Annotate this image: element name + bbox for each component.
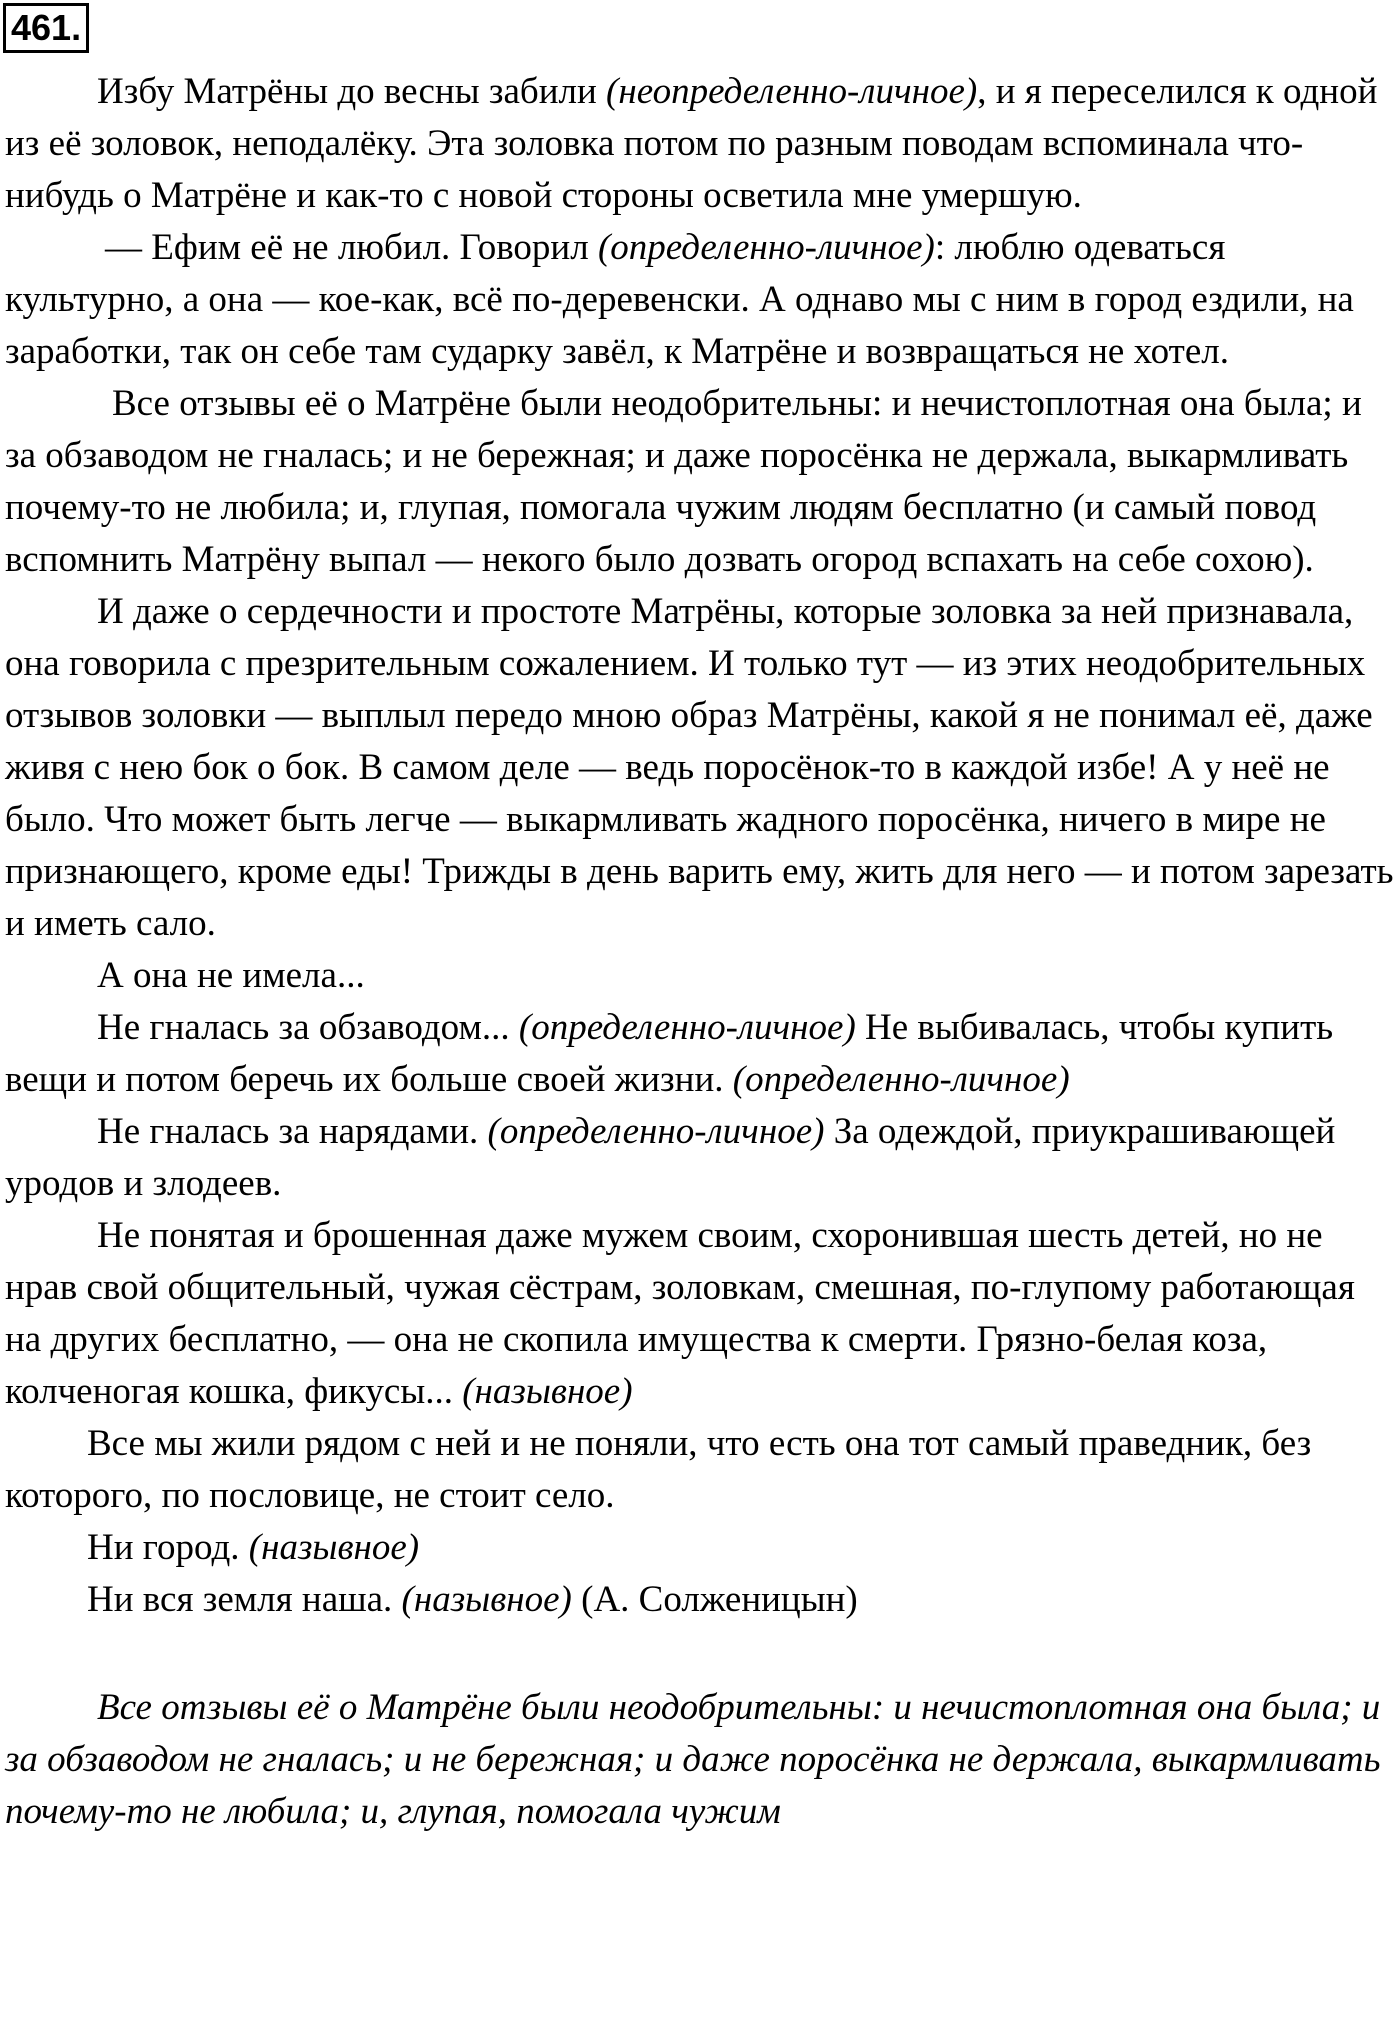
paragraphs (5, 66, 1395, 1626)
text-segment: Не гналась за обзаводом... (97, 1007, 519, 1048)
italic-quote: Все отзывы её о Матрёне были неодобрительны: и нечистоплотная она была; и за обзаводом не гналась; и не бережная; и даже поросёнка не держала, выкармливать почему-то не любила; и, глупая, помогала чужим (5, 1687, 1381, 1832)
paragraph (5, 1522, 1395, 1574)
text-segment: Все отзывы её о Матрёне были неодобрительны: и нечистоплотная она была; и за обзаводом не гналась; и не бережная; и даже поросёнка не держала, выкармливать почему-то не любила; и, глупая, помогала чужим людям бесплатно (и самый повод вспомнить Матрёну выпал — некого было дозвать огород вспахать на себе сохою). (5, 383, 1362, 580)
text-segment: , и я переселился к одной из её золовок, неподалёку. Эта золовка потом по разным поводам вспоминала что-нибудь о Матрёне и как-то с новой стороны осветила мне умершую. (5, 71, 1378, 216)
paragraph (5, 222, 1395, 378)
sentence-type-note: (определенно-личное) (518, 1007, 856, 1048)
paragraph (5, 1418, 1395, 1522)
paragraph (5, 586, 1395, 950)
text-block (5, 66, 1395, 1838)
text-segment: А она не имела... (97, 955, 365, 996)
text-segment: Избу Матрёны до весны забили (97, 71, 607, 112)
paragraph (5, 1210, 1395, 1418)
paragraph (5, 1002, 1395, 1106)
text-segment: : люблю одеваться культурно, а она — кое-как, всё по-деревенски. А однаво мы с ним в город ездили, на заработки, так он себе там сударку завёл, к Матрёне и возвращаться не хотел. (5, 227, 1354, 372)
paragraph (5, 66, 1395, 222)
text-segment: Не понятая и брошенная даже мужем своим, схоронившая шесть детей, но не нрав свой общительный, чужая сёстрам, золовкам, смешная, по-глупому работающая на других бесплатно, — она не скопила имущества к смерти. Грязно-белая коза, колченогая кошка, фикусы... (5, 1215, 1355, 1412)
text-segment: Все мы жили рядом с ней и не поняли, что есть она тот самый праведник, без которого, по пословице, не стоит село. (5, 1423, 1312, 1516)
paragraph (5, 1106, 1395, 1210)
text-segment: — Ефим её не любил. Говорил (105, 227, 598, 268)
text-segment: Не гналась за нарядами. (97, 1111, 488, 1152)
text-segment: (А. Солженицын) (571, 1579, 858, 1620)
sentence-type-note: (неопределенно-личное) (606, 71, 978, 112)
paragraph (5, 1574, 1395, 1626)
spacer (5, 1626, 1395, 1682)
sentence-type-note: (назывное) (248, 1527, 420, 1568)
sentence-type-note: (определенно-личное) (732, 1059, 1070, 1100)
sentence-type-note: (назывное) (462, 1371, 633, 1412)
sentence-type-note: (определенно-личное) (597, 227, 935, 268)
text-segment: Не выбивалась, чтобы купить вещи и потом беречь их больше своей жизни. (5, 1007, 1334, 1100)
paragraph (5, 950, 1395, 1002)
exercise-number: 461. (3, 3, 89, 53)
text-segment: И даже о сердечности и простоте Матрёны, которые золовка за ней признавала, она говорила с презрительным сожалением. И только тут — из этих неодобрительных отзывов золовки — выплыл передо мною образ Матрёны, какой я не понимал её, даже живя с нею бок о бок. В самом деле — ведь поросёнок-то в каждой избе! А у неё не было. Что может быть легче — выкармливать жадного поросёнка, ничего в мире не признающего, кроме еды! Трижды в день варить ему, жить для него — и потом зарезать и иметь сало. (5, 591, 1394, 944)
text-segment: За одеждой, приукрашивающей уродов и злодеев. (5, 1111, 1336, 1204)
sentence-type-note: (назывное) (401, 1579, 572, 1620)
text-segment: Ни вся земля наша. (87, 1579, 402, 1620)
paragraph (5, 378, 1395, 586)
sentence-type-note: (определенно-личное) (487, 1111, 825, 1152)
text-segment: Ни город. (87, 1527, 249, 1568)
